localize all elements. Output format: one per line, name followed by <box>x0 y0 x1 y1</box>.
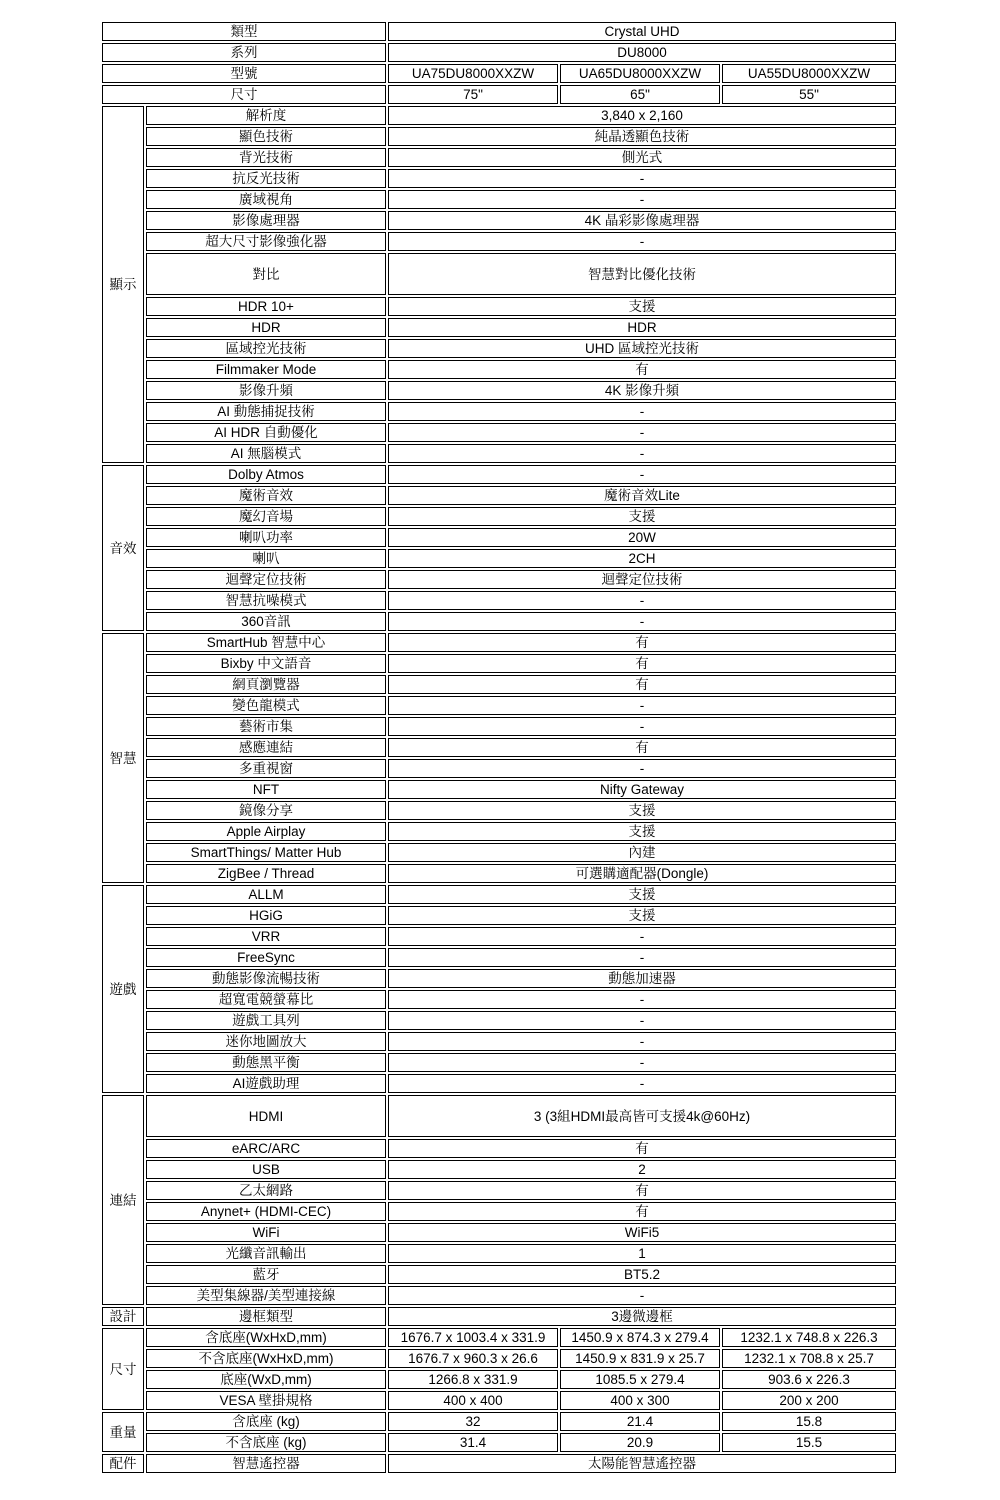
spec-row <box>102 1412 896 1431</box>
spec-row <box>102 1053 896 1072</box>
row-value: 太陽能智慧遙控器 <box>388 1454 896 1473</box>
row-label: AI遊戲助理 <box>146 1074 386 1093</box>
row-value: - <box>388 402 896 421</box>
row-label: 對比 <box>146 253 386 295</box>
spec-row <box>102 675 896 694</box>
row-value: 有 <box>388 360 896 379</box>
spec-row <box>102 148 896 167</box>
row-label: HDR 10+ <box>146 297 386 316</box>
spec-row <box>102 633 896 652</box>
spec-row <box>102 318 896 337</box>
spec-row <box>102 864 896 883</box>
row-label: Filmmaker Mode <box>146 360 386 379</box>
spec-row <box>102 1391 896 1410</box>
row-label: Dolby Atmos <box>146 465 386 484</box>
category-accessories: 配件 <box>102 1454 144 1473</box>
row-value: 21.4 <box>560 1412 720 1431</box>
row-value: 有 <box>388 675 896 694</box>
spec-row <box>102 612 896 631</box>
row-value: 1676.7 x 1003.4 x 331.9 <box>388 1328 558 1347</box>
row-value: 4K 影像升頻 <box>388 381 896 400</box>
row-label: 智慧抗噪模式 <box>146 591 386 610</box>
row-value: 65" <box>560 85 720 104</box>
row-label: 遊戲工具列 <box>146 1011 386 1030</box>
spec-row <box>102 780 896 799</box>
spec-row <box>102 1160 896 1179</box>
row-value: 32 <box>388 1412 558 1431</box>
row-value: 純晶透顯色技術 <box>388 127 896 146</box>
row-label: ZigBee / Thread <box>146 864 386 883</box>
row-label: 不含底座(WxHxD,mm) <box>146 1349 386 1368</box>
row-label: 動態影像流暢技術 <box>146 969 386 988</box>
row-label: USB <box>146 1160 386 1179</box>
row-label: 變色龍模式 <box>146 696 386 715</box>
row-value: - <box>388 232 896 251</box>
spec-row <box>102 1181 896 1200</box>
row-value: 支援 <box>388 906 896 925</box>
row-label: Anynet+ (HDMI-CEC) <box>146 1202 386 1221</box>
row-label: ALLM <box>146 885 386 904</box>
spec-row <box>102 169 896 188</box>
row-label: NFT <box>146 780 386 799</box>
row-label: VRR <box>146 927 386 946</box>
row-value: 3邊微邊框 <box>388 1307 896 1326</box>
category-weight: 重量 <box>102 1412 144 1452</box>
row-label: 光纖音訊輸出 <box>146 1244 386 1263</box>
row-label: Bixby 中文語音 <box>146 654 386 673</box>
row-value: - <box>388 465 896 484</box>
row-label: SmartHub 智慧中心 <box>146 633 386 652</box>
row-label: 區域控光技術 <box>146 339 386 358</box>
spec-row <box>102 654 896 673</box>
spec-row <box>102 507 896 526</box>
row-label: 影像升頻 <box>146 381 386 400</box>
row-label: 藝術市集 <box>146 717 386 736</box>
row-label: 尺寸 <box>102 85 386 104</box>
row-value: 400 x 400 <box>388 1391 558 1410</box>
spec-row <box>102 486 896 505</box>
row-label: 喇叭 <box>146 549 386 568</box>
row-label: 類型 <box>102 22 386 41</box>
row-value: - <box>388 423 896 442</box>
spec-row <box>102 990 896 1009</box>
row-value: 20.9 <box>560 1433 720 1452</box>
row-value: 1232.1 x 708.8 x 25.7 <box>722 1349 896 1368</box>
row-label: AI 無腦模式 <box>146 444 386 463</box>
row-label: 影像處理器 <box>146 211 386 230</box>
row-label: 智慧遙控器 <box>146 1454 386 1473</box>
row-label: 底座(WxD,mm) <box>146 1370 386 1389</box>
row-value: DU8000 <box>388 43 896 62</box>
spec-row <box>102 1223 896 1242</box>
row-value: 1450.9 x 874.3 x 279.4 <box>560 1328 720 1347</box>
spec-row <box>102 360 896 379</box>
row-value: 有 <box>388 654 896 673</box>
spec-row <box>102 1328 896 1347</box>
spec-row <box>102 1265 896 1284</box>
spec-row <box>102 444 896 463</box>
row-value: 支援 <box>388 885 896 904</box>
row-label: 抗反光技術 <box>146 169 386 188</box>
row-label: 邊框類型 <box>146 1307 386 1326</box>
row-label: 不含底座 (kg) <box>146 1433 386 1452</box>
spec-row <box>102 822 896 841</box>
row-label: WiFi <box>146 1223 386 1242</box>
row-label: Apple Airplay <box>146 822 386 841</box>
row-value: 迴聲定位技術 <box>388 570 896 589</box>
row-value: - <box>388 1011 896 1030</box>
row-label: HGiG <box>146 906 386 925</box>
row-label: AI 動態捕捉技術 <box>146 402 386 421</box>
row-label: 背光技術 <box>146 148 386 167</box>
spec-row <box>102 190 896 209</box>
spec-row <box>102 402 896 421</box>
row-value: Nifty Gateway <box>388 780 896 799</box>
row-label: 迴聲定位技術 <box>146 570 386 589</box>
row-value: 內建 <box>388 843 896 862</box>
row-label: 動態黑平衡 <box>146 1053 386 1072</box>
spec-row <box>102 1095 896 1137</box>
spec-row <box>102 1139 896 1158</box>
row-value: 3 (3組HDMI最高皆可支援4k@60Hz) <box>388 1095 896 1137</box>
title-row-type <box>102 22 896 41</box>
row-value: BT5.2 <box>388 1265 896 1284</box>
row-value: 2 <box>388 1160 896 1179</box>
spec-row <box>102 696 896 715</box>
row-value: 有 <box>388 1181 896 1200</box>
row-label: 顯色技術 <box>146 127 386 146</box>
row-value: 15.5 <box>722 1433 896 1452</box>
row-value: WiFi5 <box>388 1223 896 1242</box>
row-label: FreeSync <box>146 948 386 967</box>
row-label: 感應連結 <box>146 738 386 757</box>
spec-row <box>102 948 896 967</box>
row-value: - <box>388 1286 896 1305</box>
row-label: 解析度 <box>146 106 386 125</box>
row-value: - <box>388 759 896 778</box>
row-value: - <box>388 169 896 188</box>
row-value: 1266.8 x 331.9 <box>388 1370 558 1389</box>
spec-row <box>102 339 896 358</box>
row-value: 15.8 <box>722 1412 896 1431</box>
title-row-series <box>102 43 896 62</box>
row-value: - <box>388 444 896 463</box>
row-label: 魔幻音場 <box>146 507 386 526</box>
row-value: 支援 <box>388 801 896 820</box>
row-value: - <box>388 990 896 1009</box>
spec-row <box>102 1286 896 1305</box>
row-value: 20W <box>388 528 896 547</box>
row-value: 側光式 <box>388 148 896 167</box>
row-value: 智慧對比優化技術 <box>388 253 896 295</box>
row-value: HDR <box>388 318 896 337</box>
row-value: 1450.9 x 831.9 x 25.7 <box>560 1349 720 1368</box>
row-value: - <box>388 190 896 209</box>
title-row-model <box>102 64 896 83</box>
category-gaming: 遊戲 <box>102 885 144 1093</box>
row-label: 迷你地圖放大 <box>146 1032 386 1051</box>
row-value: 1676.7 x 960.3 x 26.6 <box>388 1349 558 1368</box>
spec-row <box>102 1307 896 1326</box>
spec-row <box>102 106 896 125</box>
spec-row <box>102 528 896 547</box>
row-value: 支援 <box>388 507 896 526</box>
row-value: - <box>388 717 896 736</box>
row-value: 有 <box>388 1202 896 1221</box>
row-label: 含底座 (kg) <box>146 1412 386 1431</box>
spec-row <box>102 717 896 736</box>
category-display: 顯示 <box>102 106 144 463</box>
row-value: 4K 晶彩影像處理器 <box>388 211 896 230</box>
category-design: 設計 <box>102 1307 144 1326</box>
row-value: UA65DU8000XXZW <box>560 64 720 83</box>
row-label: 廣域視角 <box>146 190 386 209</box>
row-label: 魔術音效 <box>146 486 386 505</box>
spec-row <box>102 801 896 820</box>
category-dimensions: 尺寸 <box>102 1328 144 1410</box>
row-value: 支援 <box>388 822 896 841</box>
spec-row <box>102 927 896 946</box>
category-audio: 音效 <box>102 465 144 631</box>
row-value: - <box>388 948 896 967</box>
spec-row <box>102 738 896 757</box>
row-label: 網頁瀏覽器 <box>146 675 386 694</box>
row-value: UA55DU8000XXZW <box>722 64 896 83</box>
row-value: - <box>388 1053 896 1072</box>
row-label: HDR <box>146 318 386 337</box>
spec-row <box>102 906 896 925</box>
spec-row <box>102 127 896 146</box>
row-value: - <box>388 591 896 610</box>
spec-table <box>100 20 898 1475</box>
spec-row <box>102 253 896 295</box>
row-value: 動態加速器 <box>388 969 896 988</box>
row-value: 魔術音效Lite <box>388 486 896 505</box>
row-value: - <box>388 1032 896 1051</box>
row-value: 支援 <box>388 297 896 316</box>
row-value: - <box>388 1074 896 1093</box>
category-connectivity: 連結 <box>102 1095 144 1305</box>
row-label: 系列 <box>102 43 386 62</box>
row-value: 55" <box>722 85 896 104</box>
row-value: 2CH <box>388 549 896 568</box>
spec-row <box>102 211 896 230</box>
row-value: 1 <box>388 1244 896 1263</box>
spec-row <box>102 591 896 610</box>
row-value: - <box>388 696 896 715</box>
spec-row <box>102 297 896 316</box>
spec-row <box>102 885 896 904</box>
row-value: 1232.1 x 748.8 x 226.3 <box>722 1328 896 1347</box>
row-value: 有 <box>388 738 896 757</box>
row-label: SmartThings/ Matter Hub <box>146 843 386 862</box>
spec-row <box>102 1349 896 1368</box>
spec-row <box>102 1202 896 1221</box>
row-label: eARC/ARC <box>146 1139 386 1158</box>
row-value: UHD 區域控光技術 <box>388 339 896 358</box>
row-label: 乙太網路 <box>146 1181 386 1200</box>
spec-row <box>102 1433 896 1452</box>
category-smart: 智慧 <box>102 633 144 883</box>
spec-row <box>102 423 896 442</box>
spec-row <box>102 1370 896 1389</box>
spec-row <box>102 465 896 484</box>
spec-row <box>102 381 896 400</box>
row-label: 含底座(WxHxD,mm) <box>146 1328 386 1347</box>
row-value: 400 x 300 <box>560 1391 720 1410</box>
row-label: 超寬電競螢幕比 <box>146 990 386 1009</box>
row-value: 200 x 200 <box>722 1391 896 1410</box>
spec-row <box>102 1454 896 1473</box>
spec-row <box>102 232 896 251</box>
row-label: 美型集線器/美型連接線 <box>146 1286 386 1305</box>
spec-row <box>102 1244 896 1263</box>
spec-row <box>102 969 896 988</box>
row-value: UA75DU8000XXZW <box>388 64 558 83</box>
row-value: 可選購適配器(Dongle) <box>388 864 896 883</box>
row-label: AI HDR 自動優化 <box>146 423 386 442</box>
spec-row <box>102 570 896 589</box>
row-value: 75" <box>388 85 558 104</box>
row-label: 藍牙 <box>146 1265 386 1284</box>
spec-row <box>102 1032 896 1051</box>
row-value: 3,840 x 2,160 <box>388 106 896 125</box>
row-value: 有 <box>388 1139 896 1158</box>
spec-row <box>102 843 896 862</box>
row-value: 1085.5 x 279.4 <box>560 1370 720 1389</box>
row-value: Crystal UHD <box>388 22 896 41</box>
row-label: 多重視窗 <box>146 759 386 778</box>
spec-row <box>102 1011 896 1030</box>
row-label: VESA 壁掛規格 <box>146 1391 386 1410</box>
row-value: 有 <box>388 633 896 652</box>
row-label: 喇叭功率 <box>146 528 386 547</box>
spec-row <box>102 1074 896 1093</box>
spec-row <box>102 759 896 778</box>
title-row-size <box>102 85 896 104</box>
row-label: 超大尺寸影像強化器 <box>146 232 386 251</box>
row-value: - <box>388 612 896 631</box>
row-value: 903.6 x 226.3 <box>722 1370 896 1389</box>
row-label: 360音訊 <box>146 612 386 631</box>
row-label: HDMI <box>146 1095 386 1137</box>
row-label: 型號 <box>102 64 386 83</box>
row-label: 鏡像分享 <box>146 801 386 820</box>
row-value: 31.4 <box>388 1433 558 1452</box>
row-value: - <box>388 927 896 946</box>
spec-row <box>102 549 896 568</box>
